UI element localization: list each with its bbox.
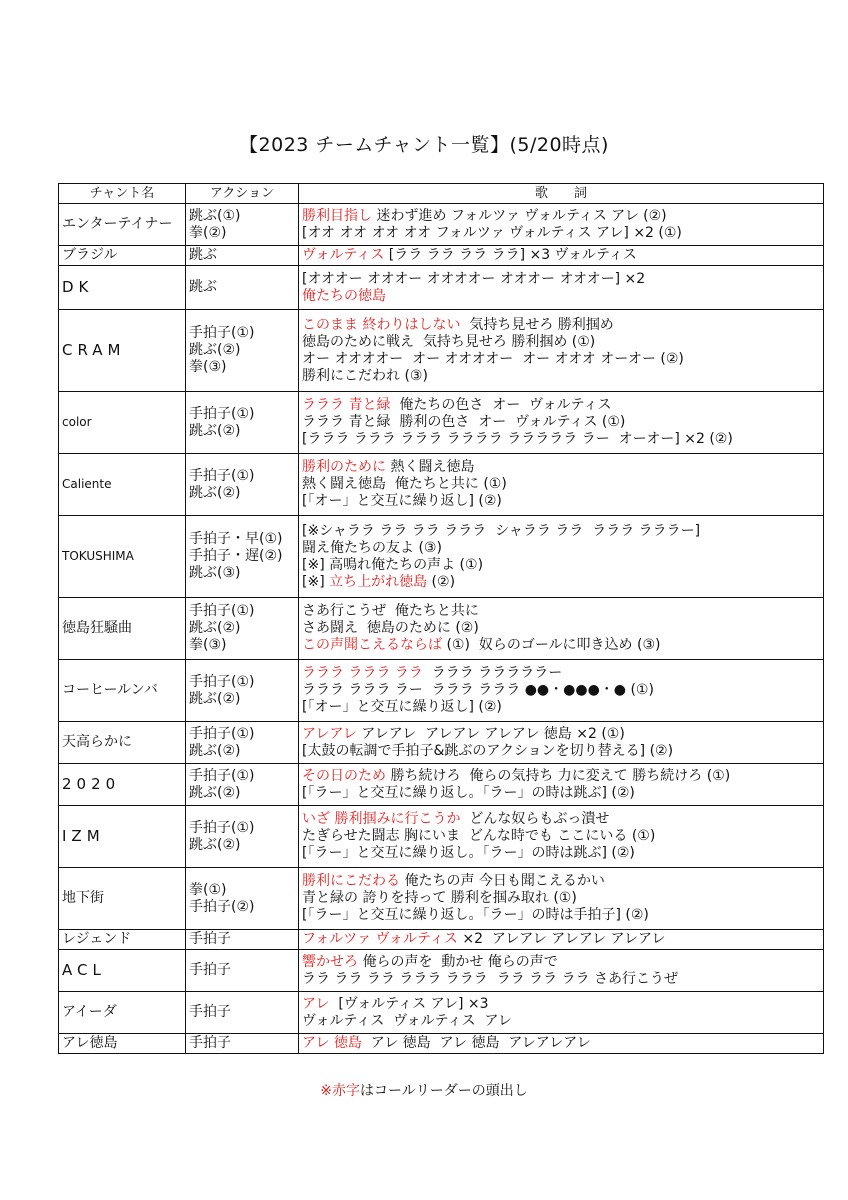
lyric-text: ラララ 青と緑 勝利の色さ オー ヴォルティス (①): [302, 414, 626, 430]
lyric-text: アレ 徳島 アレ 徳島 アレアレアレ: [361, 1035, 591, 1051]
action-item: 跳ぶ(①): [189, 207, 241, 224]
lyric-line: [302, 637, 820, 654]
chant-actions: [186, 204, 299, 246]
table-row: [59, 930, 824, 950]
lyric-text: [太鼓の転調で手拍子&跳ぶのアクションを切り替える] (②): [302, 742, 674, 759]
page-title: 【2023 チームチャント一覧】(5/20時点): [239, 134, 609, 156]
lyric-text: オー オオオオー オー オオオオー オー オオオ オーオー (②): [302, 350, 684, 367]
lyric-text: 闘え俺たちの友よ (③): [302, 539, 442, 556]
lyric-text: [「オー」と交互に繰り返し] (②): [302, 699, 502, 715]
action-item: 手拍子・遅(②): [189, 548, 283, 564]
lyric-line: [302, 931, 820, 948]
chant-actions: [186, 516, 299, 598]
chant-name: アレ徳島: [59, 1034, 186, 1054]
lyric-line: [302, 907, 820, 924]
action-item: 跳ぶ(②): [189, 784, 241, 801]
chant-name: 2020: [59, 764, 186, 806]
lyric-line: [302, 996, 820, 1013]
footnote-red-label: ※赤字: [320, 1083, 360, 1099]
lyric-text: ラララ ラララ ラー ラララ ラララ ●●・●●●・● (①): [302, 682, 654, 698]
lyric-line: [302, 1013, 820, 1030]
lyric-line: [302, 811, 820, 828]
lyric-line: [302, 954, 820, 971]
table-row: [59, 660, 824, 722]
lyric-line: [302, 785, 820, 802]
chant-table-body: [59, 204, 824, 1054]
chant-lyrics: [299, 868, 824, 930]
lyric-line: [302, 574, 820, 591]
chant-lyrics: [299, 204, 824, 246]
lyric-text: 徳島のために戦え 気持ち見せろ 勝利掴め (①): [302, 333, 596, 350]
action-item: 手拍子(①): [189, 325, 255, 341]
lyric-line: [302, 368, 820, 385]
lyric-text: さあ闘え 徳島のために (②): [302, 620, 479, 636]
chant-table: [58, 183, 824, 1054]
action-item: 跳ぶ(②): [189, 342, 241, 358]
table-row: [59, 722, 824, 764]
lyric-text: [※] 高鳴れ俺たちの声よ (①): [302, 556, 484, 573]
table-row: [59, 950, 824, 992]
lyric-text: ヴォルティス ヴォルティス アレ: [302, 1012, 512, 1029]
chant-name: 地下街: [59, 868, 186, 930]
chant-actions: [186, 868, 299, 930]
action-item: 手拍子(①): [189, 819, 255, 836]
lyric-text: 俺らの声を 動かせ 俺らの声で: [358, 953, 558, 970]
lyric-text: 俺たちの声 今日も聞こえるかい: [400, 873, 605, 889]
action-item: 手拍子(①): [189, 405, 255, 422]
chant-name: Caliente: [59, 454, 186, 516]
action-item: 手拍子(①): [189, 673, 255, 690]
lyric-line: [302, 1035, 820, 1052]
table-row: [59, 454, 824, 516]
lyric-line: [302, 288, 820, 305]
action-item: 跳ぶ(②): [189, 484, 241, 501]
table-row: [59, 1034, 824, 1054]
lyric-call-red: フォルツァ ヴォルティス: [302, 931, 458, 947]
lyric-text: 気持ち見せろ 勝利掴め: [460, 316, 614, 333]
header-name: チャント名: [59, 184, 186, 204]
lyric-line: [302, 476, 820, 493]
lyric-call-red: 勝利のために: [302, 459, 386, 475]
lyric-text: (②): [427, 573, 456, 590]
lyric-call-red: アレ 徳島: [302, 1035, 362, 1051]
lyric-text: [※]: [302, 573, 330, 590]
chant-actions: [186, 598, 299, 660]
lyric-call-red: 響かせろ: [302, 953, 358, 970]
lyric-call-red: 俺たちの徳島: [302, 287, 386, 304]
action-item: 手拍子(①): [189, 725, 255, 742]
table-row: [59, 764, 824, 806]
lyric-line: [302, 351, 820, 368]
header-action: アクション: [186, 184, 299, 204]
lyric-line: [302, 845, 820, 862]
lyric-text: 熱く闘え徳島 俺たちと共に (①): [302, 476, 507, 492]
chant-actions: [186, 660, 299, 722]
lyric-call-red: ラララ 青と緑: [302, 397, 391, 413]
lyric-text: [ララ ララ ララ ララ] ×3 ヴォルティス: [384, 247, 637, 263]
lyric-line: [302, 317, 820, 334]
action-item: 拳(③): [189, 637, 227, 653]
lyric-line: [302, 225, 820, 242]
table-row: [59, 310, 824, 392]
chant-lyrics: [299, 246, 824, 266]
action-item: 跳ぶ: [189, 247, 217, 263]
lyric-call-red: ラララ ラララ ララ: [302, 665, 423, 681]
lyric-text: ララ ララ ララ ラララ ラララ ララ ララ ララ さあ行こうぜ: [302, 970, 679, 987]
lyric-line: [302, 540, 820, 557]
lyric-line: [302, 603, 820, 620]
lyric-text: (①) 奴らのゴールに叩き込め (③): [442, 637, 661, 653]
chant-lyrics: [299, 454, 824, 516]
chant-lyrics: [299, 992, 824, 1034]
action-item: 拳(③): [189, 359, 227, 375]
chant-name: アイーダ: [59, 992, 186, 1034]
chant-actions: [186, 1034, 299, 1054]
lyric-text: [「ラー」と交互に繰り返し。「ラー」の時は跳ぶ] (②): [302, 784, 635, 801]
chant-actions: [186, 454, 299, 516]
chant-lyrics: [299, 930, 824, 950]
table-row: [59, 598, 824, 660]
lyric-line: [302, 459, 820, 476]
chant-lyrics: [299, 310, 824, 392]
table-row: [59, 204, 824, 246]
lyric-text: アレアレ アレアレ アレアレ 徳島 ×2 (①): [356, 725, 625, 742]
lyric-line: [302, 557, 820, 574]
lyric-call-red: このまま 終わりはしない: [302, 316, 461, 333]
table-row: [59, 806, 824, 868]
chant-actions: [186, 722, 299, 764]
lyric-call-red: 勝利にこだわる: [302, 873, 400, 889]
chant-name: TOKUSHIMA: [59, 516, 186, 598]
chant-actions: [186, 246, 299, 266]
lyric-text: 熱く闘え徳島: [386, 459, 475, 475]
chant-lyrics: [299, 392, 824, 454]
lyric-line: [302, 247, 820, 264]
lyric-line: [302, 971, 820, 988]
chant-name: DK: [59, 266, 186, 310]
action-item: 手拍子: [189, 1035, 231, 1051]
lyric-call-red: アレ: [302, 995, 330, 1012]
lyric-line: [302, 208, 820, 225]
chant-name: 徳島狂騒曲: [59, 598, 186, 660]
action-item: 手拍子: [189, 962, 231, 978]
lyric-line: [302, 523, 820, 540]
action-item: 跳ぶ(②): [189, 742, 241, 759]
table-row: [59, 392, 824, 454]
action-item: 跳ぶ(②): [189, 620, 241, 636]
footnote-text: はコールリーダーの頭出し: [360, 1083, 528, 1099]
chant-lyrics: [299, 806, 824, 868]
chant-actions: [186, 950, 299, 992]
lyric-text: [「オー」と交互に繰り返し] (②): [302, 493, 502, 509]
chant-lyrics: [299, 950, 824, 992]
lyric-text: どんな奴らもぶっ潰せ: [460, 811, 610, 827]
lyric-text: 迷わず進め フォルツァ ヴォルティス アレ (②): [372, 207, 667, 224]
chant-lyrics: [299, 1034, 824, 1054]
lyric-line: [302, 890, 820, 907]
lyric-line: [302, 397, 820, 414]
chant-lyrics: [299, 660, 824, 722]
lyric-text: 青と緑の 誇りを持って 勝利を掴み取れ (①): [302, 890, 577, 906]
chant-actions: [186, 806, 299, 868]
chant-lyrics: [299, 764, 824, 806]
lyric-text: さあ行こうぜ 俺たちと共に: [302, 603, 479, 619]
table-row: [59, 516, 824, 598]
lyric-text: [「ラー」と交互に繰り返し。「ラー」の時は跳ぶ] (②): [302, 845, 635, 861]
action-item: 手拍子(①): [189, 603, 255, 619]
lyric-text: [オオ オオ オオ オオ フォルツァ ヴォルティス アレ] ×2 (①): [302, 224, 682, 241]
lyric-line: [302, 743, 820, 760]
lyric-text: 俺たちの色さ オー ヴォルティス: [390, 397, 612, 413]
action-item: 手拍子: [189, 1004, 231, 1020]
chant-lyrics: [299, 598, 824, 660]
lyric-text: [オオオー オオオー オオオオー オオオー オオオー] ×2: [302, 270, 646, 287]
action-item: 跳ぶ(③): [189, 565, 241, 581]
lyric-line: [302, 334, 820, 351]
action-item: 跳ぶ: [189, 279, 217, 295]
chant-lyrics: [299, 516, 824, 598]
chant-actions: [186, 266, 299, 310]
table-row: [59, 868, 824, 930]
lyric-call-red: ヴォルティス: [302, 247, 385, 263]
lyric-call-red: アレアレ: [302, 725, 357, 742]
chant-name: CRAM: [59, 310, 186, 392]
action-item: 跳ぶ(②): [189, 836, 241, 853]
lyric-line: [302, 726, 820, 743]
lyric-text: 勝利にこだわれ (③): [302, 367, 428, 384]
action-item: 手拍子(②): [189, 898, 255, 915]
chant-name: ブラジル: [59, 246, 186, 266]
table-row: [59, 266, 824, 310]
lyric-call-red: その日のため: [302, 767, 386, 784]
chant-name: 天高らかに: [59, 722, 186, 764]
lyric-line: [302, 493, 820, 510]
table-header-row: [59, 184, 824, 204]
lyric-line: [302, 873, 820, 890]
lyric-call-red: 勝利目指し: [302, 207, 372, 224]
lyric-line: [302, 620, 820, 637]
chant-name: エンターテイナー: [59, 204, 186, 246]
lyric-call-red: 立ち上がれ徳島: [329, 573, 428, 590]
header-lyrics: 歌 詞: [299, 184, 824, 204]
action-item: 跳ぶ(②): [189, 690, 241, 707]
action-item: 跳ぶ(②): [189, 422, 241, 439]
action-item: 手拍子: [189, 931, 231, 947]
chant-name: コーヒールンバ: [59, 660, 186, 722]
lyric-call-red: この声聞こえるならば: [302, 637, 442, 653]
chant-name: color: [59, 392, 186, 454]
chant-actions: [186, 392, 299, 454]
lyric-text: [※シャララ ララ ララ ラララ シャララ ララ ラララ ラララー]: [302, 522, 701, 539]
footnote: [0, 1080, 848, 1100]
lyric-text: たぎらせた闘志 胸にいま どんな時でも ここにいる (①): [302, 828, 656, 844]
lyric-line: [302, 699, 820, 716]
lyric-line: [302, 828, 820, 845]
chant-lyrics: [299, 722, 824, 764]
chant-actions: [186, 930, 299, 950]
lyric-line: [302, 414, 820, 431]
lyric-text: [ラララ ラララ ラララ ララララ ラララララ ラー オーオー] ×2 (②): [302, 431, 733, 447]
action-item: 手拍子・早(①): [189, 531, 283, 547]
action-item: 手拍子(①): [189, 467, 255, 484]
lyric-line: [302, 665, 820, 682]
lyric-line: [302, 768, 820, 785]
lyric-text: [ヴォルティス アレ] ×3: [329, 995, 489, 1012]
chant-actions: [186, 310, 299, 392]
lyric-text: ×2 アレアレ アレアレ アレアレ: [457, 931, 666, 947]
chant-lyrics: [299, 266, 824, 310]
chant-name: レジェンド: [59, 930, 186, 950]
chant-actions: [186, 764, 299, 806]
lyric-line: [302, 431, 820, 448]
lyric-text: ラララ ラララララー: [422, 665, 563, 681]
lyric-line: [302, 271, 820, 288]
table-row: [59, 246, 824, 266]
chant-actions: [186, 992, 299, 1034]
lyric-call-red: いざ 勝利掴みに行こうか: [302, 811, 461, 827]
chant-name: IZM: [59, 806, 186, 868]
lyric-text: 勝ち続けろ 俺らの気持ち 力に変えて 勝ち続けろ (①): [386, 767, 731, 784]
lyric-line: [302, 682, 820, 699]
action-item: 手拍子(①): [189, 767, 255, 784]
action-item: 拳(①): [189, 881, 227, 898]
chant-name: ACL: [59, 950, 186, 992]
lyric-text: [「ラー」と交互に繰り返し。「ラー」の時は手拍子] (②): [302, 907, 649, 923]
table-row: [59, 992, 824, 1034]
action-item: 拳(②): [189, 224, 227, 241]
